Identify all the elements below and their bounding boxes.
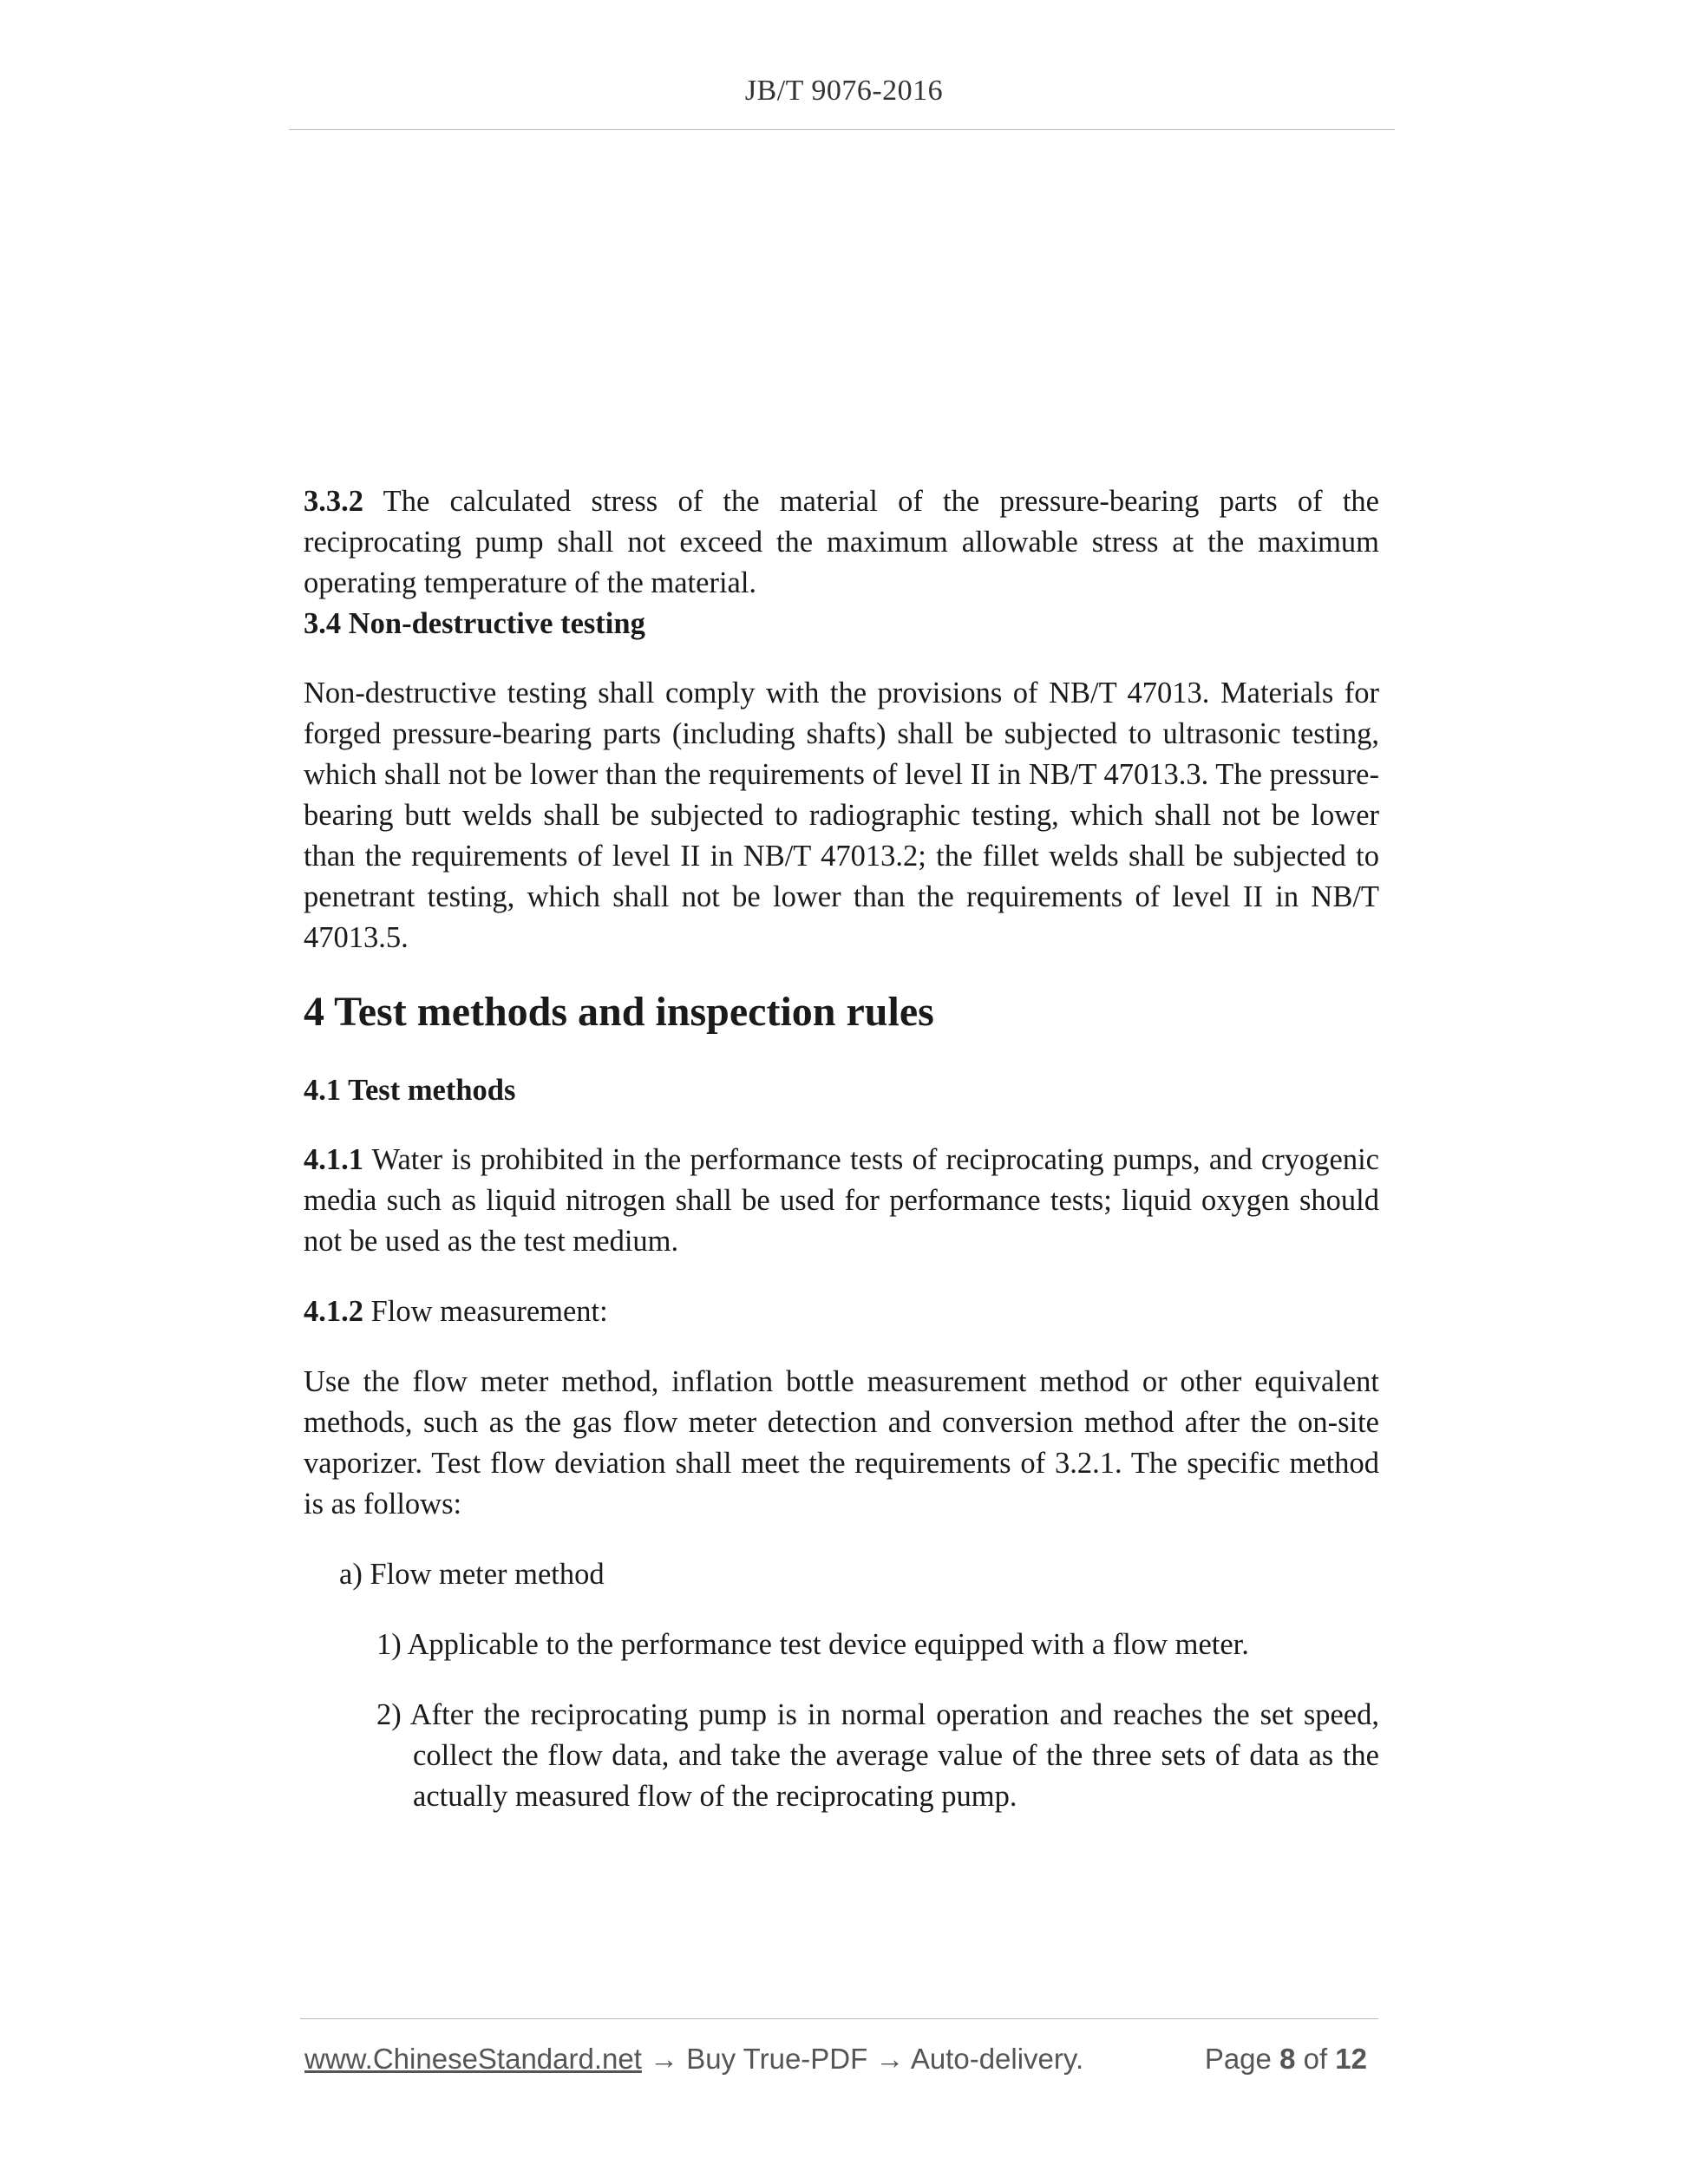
clause-number: 3.3.2: [304, 485, 363, 518]
footer-divider: [300, 2018, 1378, 2019]
heading-4-1: 4.1 Test methods: [304, 1074, 516, 1107]
page-label: Page: [1204, 2043, 1280, 2075]
page-current: 8: [1279, 2043, 1296, 2075]
list-item-2: 2) After the reciprocating pump is in normal operation and reaches the set speed, collect the flow data, and take the average value of the three sets of data as the actually measured flow of the reciprocating pump.: [376, 1698, 1379, 1813]
website-link[interactable]: www.ChineseStandard.net: [304, 2043, 642, 2075]
page-total: 12: [1335, 2043, 1367, 2075]
paragraph-flow-measurement: Use the flow meter method, inflation bottle measurement method or other equivalent methods, such as the gas flow meter detection and conversion method after the on-site vaporizer. Test flow deviation shall meet the requirements of 3.2.1. The specific method is as follows:: [304, 1365, 1379, 1520]
list-item-a: a) Flow meter method: [339, 1558, 605, 1591]
clause-text: The calculated stress of the material of the pressure-bearing parts of the reciprocating pump shall not exceed the maximum allowable stress at the maximum operating temperature of the material.: [304, 485, 1379, 599]
clause-4-1-1: [304, 1140, 1379, 1262]
page-body: [304, 481, 1379, 1817]
list-item-1: 1) Applicable to the performance test device equipped with a flow meter.: [376, 1628, 1249, 1661]
header-divider: [289, 129, 1395, 130]
footer-promo: [304, 2043, 1083, 2076]
clause-3-3-2: [304, 481, 1379, 604]
page-footer: [304, 2043, 1380, 2081]
clause-number: 4.1.1: [304, 1143, 363, 1176]
document-code-header: JB/T 9076-2016: [744, 75, 944, 107]
page-of: of: [1295, 2043, 1336, 2075]
heading-3-4: 3.4 Non-destructive testing: [304, 607, 645, 640]
clause-text: Flow measurement:: [363, 1295, 608, 1328]
page-number: [1205, 2043, 1367, 2076]
heading-4: 4 Test methods and inspection rules: [304, 989, 934, 1035]
footer-promo-text: → Buy True-PDF → Auto-delivery.: [641, 2043, 1084, 2075]
clause-number: 4.1.2: [304, 1295, 363, 1328]
clause-text: Water is prohibited in the performance tests of reciprocating pumps, and cryogenic media such as liquid nitrogen shall be used for performance tests; liquid oxygen should not be used as the test medium.: [304, 1143, 1379, 1258]
clause-4-1-2: [304, 1291, 1379, 1332]
paragraph-non-destructive-testing: Non-destructive testing shall comply with the provisions of NB/T 47013. Materials for forged pressure-bearing parts (including shafts) shall be subjected to ultrasonic testing, which shall not be lower than the requirements of level II in NB/T 47013.3. The pressure-bearing butt welds shall be subjected to radiographic testing, which shall not be lower than the requirements of level II in NB/T 47013.2; the fillet welds shall be subjected to penetrant testing, which shall not be lower than the requirements of level II in NB/T 47013.5.: [304, 677, 1379, 954]
